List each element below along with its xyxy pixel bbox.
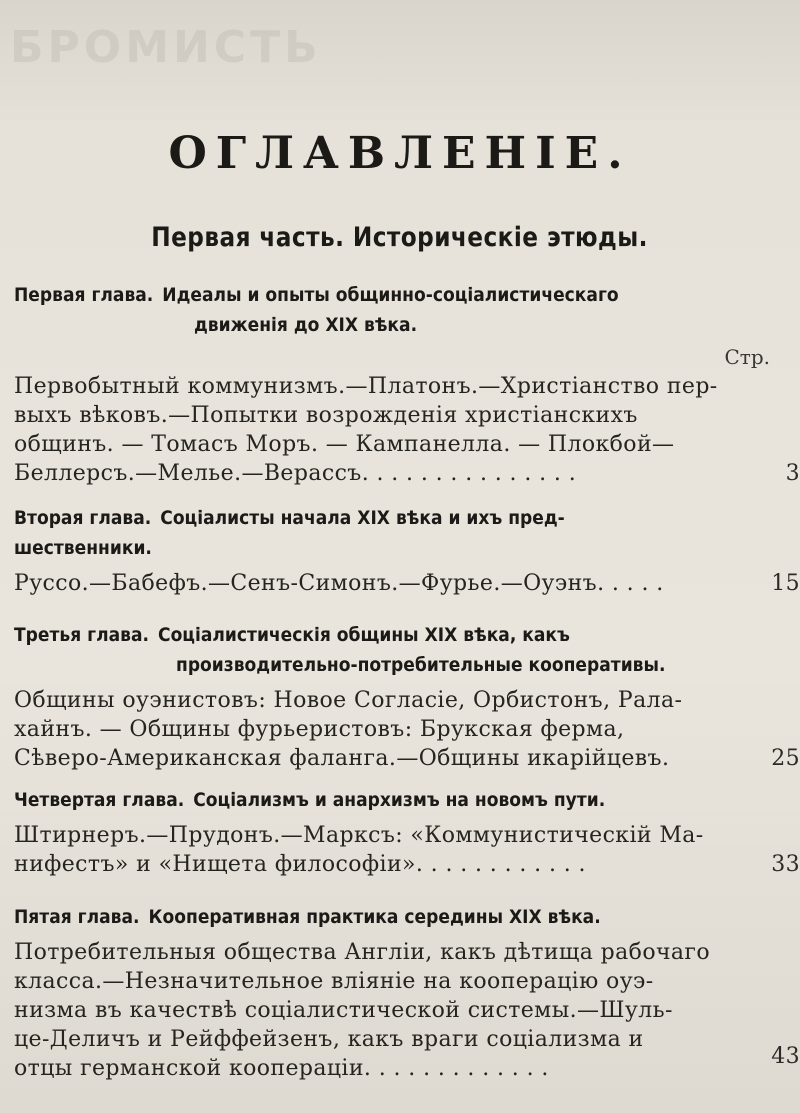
contents-line: Общины оуэнистовъ: Новое Согласіе, Орбистонъ, Рала- <box>14 688 683 713</box>
chapter-title-line: Соціалистическія общины XIX вѣка, какъ <box>158 624 570 646</box>
toc-entry-chapter-4 <box>14 785 800 879</box>
chapter-label: Третья глава. <box>14 624 150 646</box>
chapter-title-line: Идеалы и опыты общинно-соціалистическаго <box>162 284 619 306</box>
chapter-label: Вторая глава. <box>14 507 152 529</box>
toc-entry-chapter-3 <box>14 620 800 773</box>
contents-line: Потребительныя общества Англіи, какъ дѣтища рабочаго <box>14 940 710 965</box>
contents-line: Руссо.—Бабефъ.—Сенъ-Симонъ.—Фурье.—Оуэнъ. . . . . <box>14 571 664 596</box>
page-title: ОГЛАВЛЕНІЕ. <box>168 128 632 179</box>
chapter-heading <box>14 280 734 340</box>
chapter-label: Четвертая глава. <box>14 789 185 811</box>
page-number: 15 <box>771 571 800 596</box>
chapter-title-line: производительно-потребительные кооперативы. <box>176 654 666 676</box>
contents-line: це-Деличъ и Рейффейзенъ, какъ враги соціализма и <box>14 1027 644 1052</box>
chapter-contents <box>14 821 800 879</box>
page-number: 43 <box>771 1044 800 1069</box>
contents-line: общинъ. — Томасъ Моръ. — Кампанелла. — Плокбой— <box>14 432 675 457</box>
contents-line: отцы германской коопераціи. . . . . . . . . . . . . <box>14 1056 549 1081</box>
contents-line: Первобытный коммунизмъ.—Платонъ.—Христіанство пер- <box>14 374 718 399</box>
contents-line: Сѣверо-Американская фаланга.—Общины икарійцевъ. <box>14 746 670 771</box>
chapter-label: Пятая глава. <box>14 906 140 928</box>
chapter-title-line: Соціализмъ и анархизмъ на новомъ пути. <box>193 789 606 811</box>
chapter-heading <box>14 902 734 932</box>
chapter-title-line: шественники. <box>14 537 152 559</box>
contents-line: Беллерсъ.—Мелье.—Верассъ. . . . . . . . . . . . . . . <box>14 461 577 486</box>
toc-entry-chapter-2 <box>14 503 800 598</box>
toc-entry-chapter-1 <box>14 280 800 488</box>
contents-line: выхъ вѣковъ.—Попытки возрожденія христіанскихъ <box>14 403 638 428</box>
page-number: 25 <box>771 746 800 771</box>
chapter-heading <box>14 503 734 563</box>
chapter-contents <box>14 686 800 773</box>
contents-line: нифестъ» и «Нищета философіи». . . . . . . . . . . . <box>14 852 586 877</box>
chapter-title-line: Соціалисты начала XIX вѣка и ихъ пред- <box>160 507 565 529</box>
chapter-contents <box>14 372 800 488</box>
chapter-contents <box>14 938 800 1083</box>
part-title: Первая часть. Историческіе этюды. <box>151 222 648 253</box>
bleed-through-text: БРОМИСТЬ <box>10 22 322 73</box>
page-number: 33 <box>771 852 800 877</box>
contents-line: класса.—Незначительное вліяніе на кооперацію оуэ- <box>14 969 654 994</box>
chapter-heading <box>14 620 734 680</box>
chapter-contents <box>14 569 800 598</box>
chapter-title-line: движенія до XIX вѣка. <box>194 314 418 336</box>
contents-line: Штирнеръ.—Прудонъ.—Марксъ: «Коммунистическій Ма- <box>14 823 704 848</box>
chapter-title-line: Кооперативная практика середины XIX вѣка. <box>148 906 601 928</box>
contents-line: хайнъ. — Общины фурьеристовъ: Брукская ферма, <box>14 717 625 742</box>
contents-line: низма въ качествѣ соціалистической системы.—Шуль- <box>14 998 673 1023</box>
toc-entry-chapter-5 <box>14 902 800 1083</box>
page-column-label: Стр. <box>724 345 770 369</box>
chapter-label: Первая глава. <box>14 284 154 306</box>
chapter-heading <box>14 785 734 815</box>
page-number: 3 <box>785 461 800 486</box>
